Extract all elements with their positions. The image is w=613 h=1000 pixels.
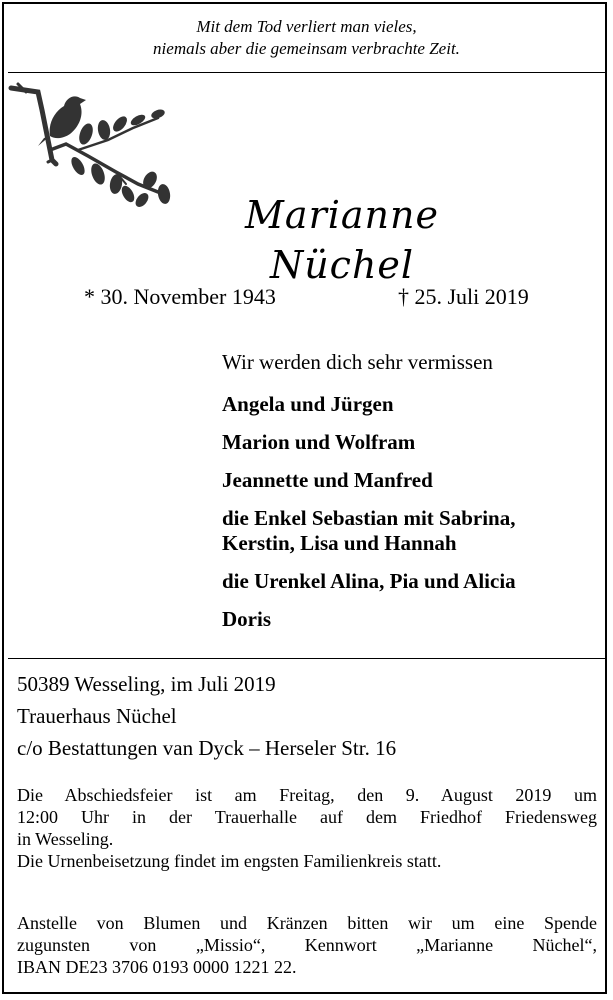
middle-separator (8, 658, 605, 659)
mourners-list (222, 392, 602, 645)
farewell-text: Wir werden dich sehr vermissen (222, 350, 493, 374)
care-of-address: c/o Bestattungen van Dyck – Herseler Str. 16 (17, 736, 397, 760)
donation-paragraph (17, 912, 597, 978)
donation-line: IBAN DE23 3706 0193 0000 1221 22. (17, 957, 297, 977)
donation-line: zugunsten von „Missio“, Kennwort „Marianne Nüchel“, (17, 935, 597, 955)
ceremony-line: Die Abschiedsfeier ist am Freitag, den 9. August 2019 um (17, 785, 597, 805)
ceremony-line: Die Urnenbeisetzung findet im engsten Familienkreis statt. (17, 851, 442, 871)
mourner-entry: Doris (222, 607, 271, 631)
ceremony-paragraph (17, 784, 597, 872)
place-and-date: 50389 Wesseling, im Juli 2019 (17, 672, 276, 696)
death-date: † 25. Juli 2019 (398, 284, 529, 309)
ceremony-line: 12:00 Uhr in der Trauerhalle auf dem Friedhof Friedensweg (17, 807, 597, 827)
mourner-entry: Jeannette und Manfred (222, 468, 433, 492)
motto-line-1: Mit dem Tod verliert man vieles, (196, 17, 417, 36)
mourning-house: Trauerhaus Nüchel (17, 704, 177, 728)
motto-line-2: niemals aber die gemeinsam verbrachte Zeit. (153, 39, 460, 58)
deceased-name: Marianne Nüchel (245, 193, 439, 287)
mourner-entry: die Urenkel Alina, Pia und Alicia (222, 569, 516, 593)
mourner-entry: Angela und Jürgen (222, 392, 394, 416)
bird-on-branch-icon (8, 80, 173, 210)
birth-date: * 30. November 1943 (84, 284, 276, 309)
donation-line: Anstelle von Blumen und Kränzen bitten wir um eine Spende (17, 913, 597, 933)
ceremony-line: in Wesseling. (17, 829, 114, 849)
top-separator (8, 72, 605, 73)
mourner-entry: die Enkel Sebastian mit Sabrina, Kerstin, Lisa und Hannah (222, 506, 516, 555)
mourner-entry: Marion und Wolfram (222, 430, 416, 454)
